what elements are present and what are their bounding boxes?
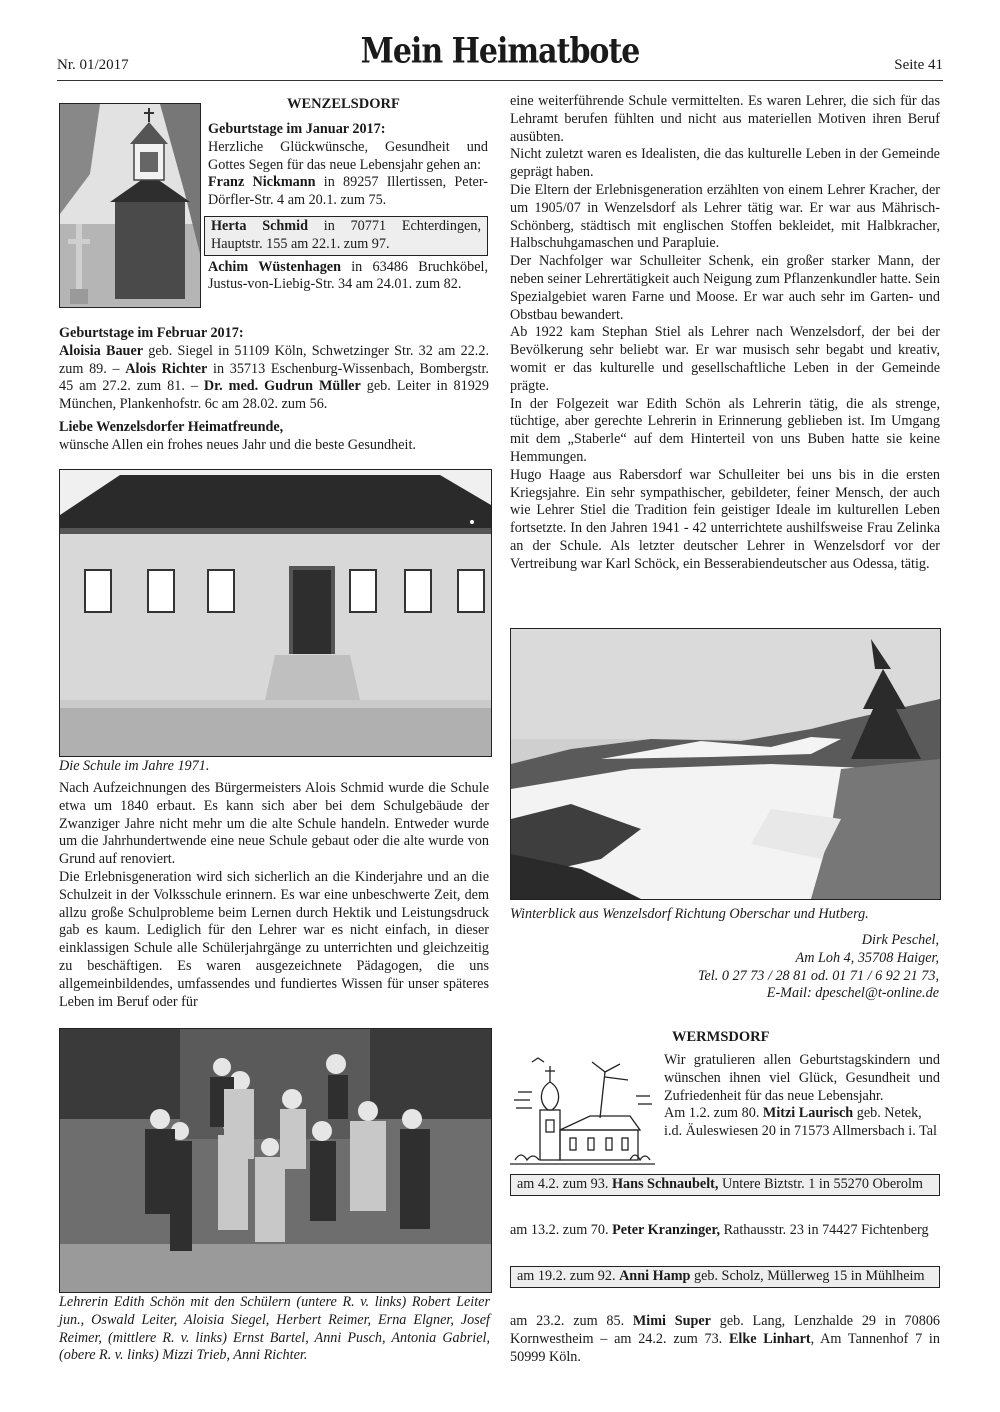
winter-landscape-photo	[510, 628, 941, 900]
birthday-name: Mimi Super	[632, 1313, 711, 1329]
section-title-wermsdorf: WERMSDORF	[672, 1029, 770, 1045]
birthday-entry: Achim Wüstenhagen in 63486 Bruchköbel, Justus-von-Liebig-Str. 34 am 24.01. zum 82.	[208, 258, 489, 293]
paragraph: Nicht zuletzt waren es Idealisten, die das kulturelle Leben in der Gemeinde geprägt haben.	[510, 146, 940, 181]
birthday-entry-highlight: am 19.2. zum 92. Anni Hamp geb. Scholz, Müllerweg 15 in Mühlheim	[510, 1266, 940, 1288]
author-signature	[510, 932, 939, 1003]
section-title-wenzelsdorf: WENZELSDORF	[287, 96, 400, 112]
paragraph: Hugo Haage aus Rabersdorf war Schulleiter bei uns bis in die ersten Kriegsjahre. Ein sehr sympathischer, gebildeter, feiner Mensch, der auch wie Lehrer Stiel die Tradition fein geistiger Ideale im kulturellen Leben fortsetzte. In den Jahren 1941 - 42 unterrichtete aushilfsweise Frau Zelinka an der Schule. Als letzter deutscher Lehrer in Wenzelsdorf vor der Vertreibung war Karl Schöck, ein Besserabiendeutscher aus Odessa, tätig.	[510, 466, 940, 572]
paragraph: Ab 1922 kam Stephan Stiel als Lehrer nach Wenzelsdorf, der bei der Bevölkerung sehr beliebt war. Er war musisch sehr begabt und kreativ, womit er das kulturelle und gesellschaftliche Leben in der Gemeinde prägte.	[510, 324, 940, 394]
greeting-text: wünsche Allen ein frohes neues Jahr und die beste Gesundheit.	[59, 436, 416, 453]
birthday-name: Elke Linhart	[728, 1330, 811, 1347]
author-email: E-Mail: dpeschel@t-online.de	[766, 985, 939, 1002]
left-column-body	[59, 780, 489, 1011]
january-heading: Geburtstage im Januar 2017:	[208, 121, 386, 137]
author-name: Dirk Peschel,	[861, 932, 939, 948]
birthday-name: Franz Nickmann	[208, 174, 316, 191]
birthday-entry-highlight: Herta Schmid in 70771 Echterdingen, Hauptstr. 155 am 22.1. zum 97.	[204, 216, 488, 256]
wermsdorf-intro: Wir gratulieren allen Geburtstagskindern und wünschen ihnen viel Glück, Gesundheit und Zufriedenheit für das neue Lebensjahr.	[664, 1052, 940, 1104]
author-phone: Tel. 0 27 73 / 28 81 od. 01 71 / 6 92 21 73,	[697, 967, 939, 984]
church-drawing	[510, 1052, 655, 1170]
class-photo	[59, 1028, 492, 1293]
birthday-name: Mitzi Laurisch	[762, 1105, 854, 1122]
masthead-logo: Mein Heimatbote	[360, 31, 640, 72]
birthday-entry: Am 1.2. zum 80. Mitzi Laurisch geb. Netek, i.d. Äuleswiesen 20 in 71573 Allmersbach i. Tal	[664, 1105, 937, 1140]
january-birthdays	[208, 121, 488, 294]
paragraph: Die Eltern der Erlebnisgeneration erzählten von einem Lehrer Kracher, der um 1905/07 in Wenzelsdorf als Lehrer tätig war. Er war aus Mährisch-Schönberg, städtisch mit englischen Stoffen bekleidet, mit Halbkracher, Halbschuhgamaschen und Parapluie.	[510, 181, 940, 252]
birthday-name: Anni Hamp	[619, 1268, 691, 1284]
class-photo-caption: Lehrerin Edith Schön mit den Schülern (untere R. v. links) Robert Leiter jun., Oswald Leiter, Aloisia Siegel, Herbert Reimer, Erna Elgner, Josef Reimer, (mittlere R. v. links) Ernst Bartel, Anni Pusch, Antonia Gabriel, (obere R. v. links) Mizzi Trieb, Anni Richter.	[59, 1294, 490, 1364]
birthday-name: Hans Schnaubelt,	[611, 1176, 719, 1192]
birthday-name: Peter Kranzinger,	[612, 1222, 721, 1238]
february-heading: Geburtstage im Februar 2017:	[59, 325, 244, 341]
birthday-entry: am 23.2. zum 85. Mimi Super geb. Lang, Lenzhalde 29 in 70806 Kornwestheim – am 24.2. zum 73. Elke Linhart, Am Tannenhof 7 in 50999 Köln.	[510, 1313, 941, 1365]
school-photo	[59, 469, 492, 757]
wermsdorf-intro-block	[664, 1052, 940, 1141]
february-entries: Aloisia Bauer geb. Siegel in 51109 Köln, Schwetzinger Str. 32 am 22.2. zum 89. – Alois Richter in 35713 Eschenburg-Wissenbach, Bombergstr. 45 am 27.2. zum 81. – Dr. med. Gudrun Müller geb. Leiter in 81929 München, Plankenhofstr. 6c am 28.02. zum 56.	[59, 342, 489, 413]
page-number: Seite 41	[894, 57, 943, 73]
birthday-name: Herta Schmid	[211, 217, 308, 234]
february-birthdays	[59, 325, 489, 455]
paragraph: In der Folgezeit war Edith Schön als Lehrerin tätig, die als strenge, tüchtige, aber gerechte Lehrerin in Erinnerung geblieben ist. Im Umgang mit dem „Staberle“ auf dem Hinterteil von uns Buben hatte sie keine Hemmungen.	[510, 395, 940, 465]
birthday-name: Achim Wüstenhagen	[208, 258, 341, 275]
school-photo-caption: Die Schule im Jahre 1971.	[59, 758, 210, 774]
issue-number: Nr. 01/2017	[57, 57, 129, 73]
paragraph: Nach Aufzeichnungen des Bürgermeisters Alois Schmid wurde die Schule etwa um 1840 erbaut. Es kann sich aber bei dem Schulgebäude der Zwanziger Jahre nicht mehr um die alte Schule handeln. Entweder wurde um die Jahrhundertwende eine neue Schule gebaut oder die alte wurde von Grund auf renoviert.	[59, 780, 489, 868]
birthday-entry: am 13.2. zum 70. Peter Kranzinger, Rathausstr. 23 in 74427 Fichtenberg	[510, 1222, 929, 1238]
chapel-photo	[59, 103, 201, 308]
author-address: Am Loh 4, 35708 Haiger,	[795, 949, 939, 966]
birthday-entry: Franz Nickmann in 89257 Illertissen, Peter-Dörfler-Str. 4 am 20.1. zum 75.	[208, 174, 488, 209]
greeting-heading: Liebe Wenzelsdorfer Heimatfreunde,	[59, 418, 284, 435]
january-intro: Herzliche Glückwünsche, Gesundheit und Gottes Segen für das neue Lebensjahr gehen an:	[208, 138, 488, 173]
birthday-entry-highlight: am 4.2. zum 93. Hans Schnaubelt, Untere Biztstr. 1 in 55270 Oberolm	[510, 1174, 940, 1196]
winter-photo-caption: Winterblick aus Wenzelsdorf Richtung Oberschar und Hutberg.	[510, 906, 869, 922]
paragraph: Der Nachfolger war Schulleiter Schenk, ein großer starker Mann, der neben seiner Lehrertätigkeit auch Neigung zum Pflanzenkundler hatte. Sein Spezialgebiet waren Farne und Moose. Er war auch sehr im Garten- und Obstbau bewandert.	[510, 253, 940, 323]
header-rule	[57, 80, 943, 81]
paragraph: Die Erlebnisgeneration wird sich sicherlich an die Kinderjahre und an die Schulzeit in der Volksschule erinnern. Es war eine unbeschwerte Zeit, dem allzu große Schulprobleme beim Lernen durch Hektik und Leistungsdruck gab es kaum. Lediglich für den Lehrer war es nicht einfach, in dieser einklassigen Schule alle Schülerjahrgänge zu unterrichten und gleichzeitig zu beschäftigen. Es waren ausgezeichnete Pädagogen, die uns allgemeinbildendes, umfassendes und fundiertes Wissen für unser späteres Leben im Beruf oder für	[59, 868, 489, 1010]
right-column-body	[510, 93, 940, 574]
paragraph: eine weiterführende Schule vermittelten. Es waren Lehrer, die sich für das Lehramt berufen fühlten und nicht aus materiellen Motiven ihren Beruf ausübten.	[510, 93, 940, 145]
